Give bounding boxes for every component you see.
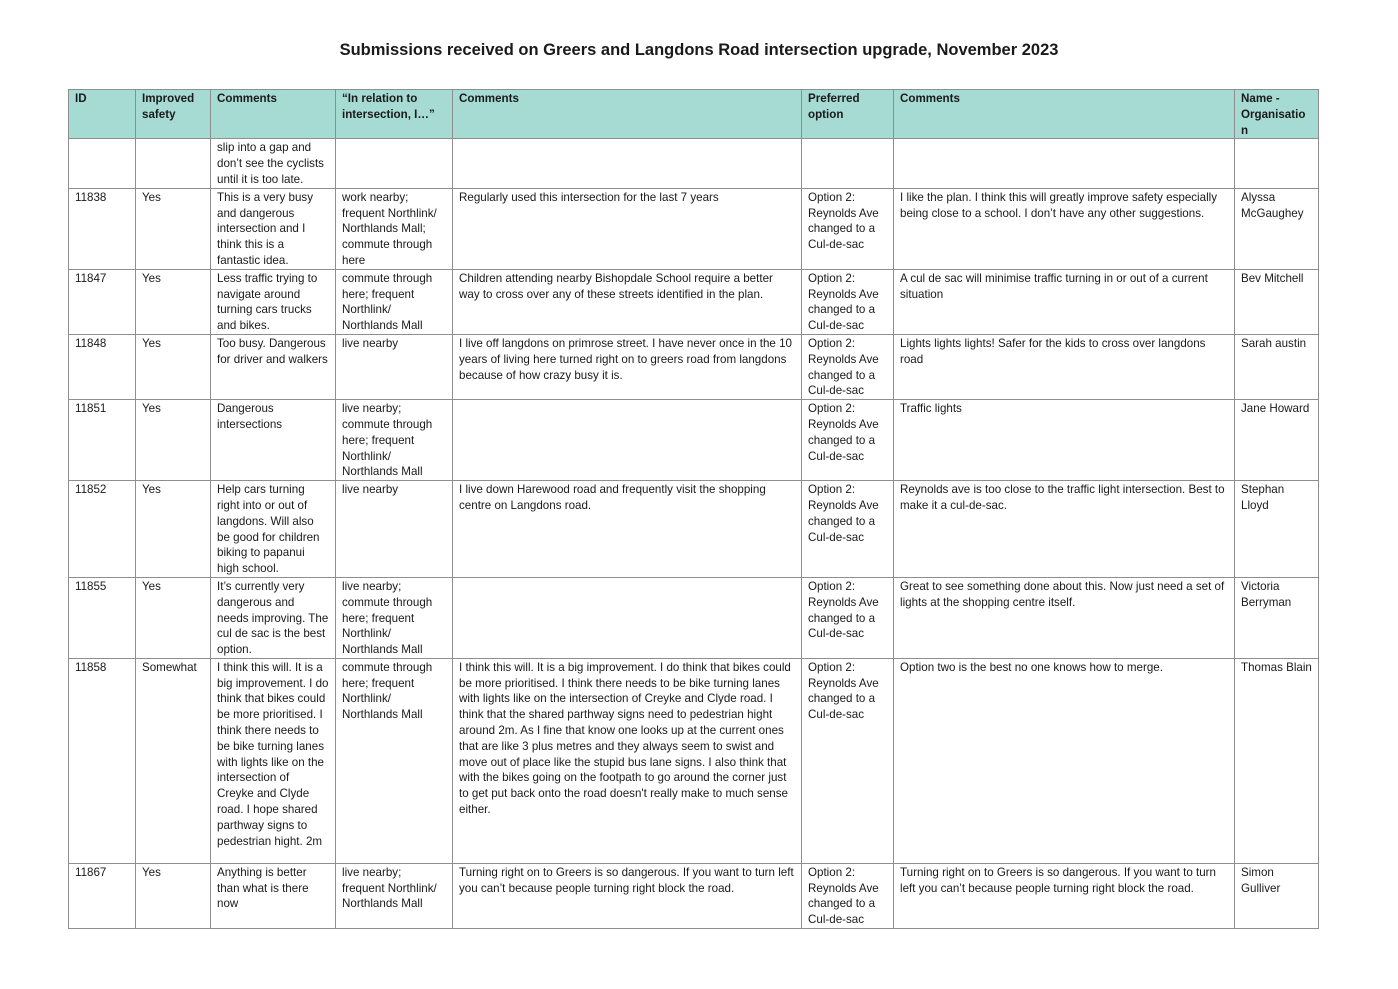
cell-id: 11867 — [69, 863, 136, 928]
column-header-comments-option: Comments — [894, 90, 1235, 139]
cell-comments-safety: I think this will. It is a big improvement. I do think that bikes could be more prioritised. I think there needs to be bike turning lanes with lights like on the intersection of Creyke and Clyde road. I hope shared parthway signs to pedestrian hight. 2m — [211, 658, 336, 863]
cell-name: Bev Mitchell — [1235, 269, 1319, 334]
column-header-comments-safety: Comments — [211, 90, 336, 139]
submissions-table — [68, 89, 1319, 929]
cell-relation — [336, 139, 453, 188]
table-row — [69, 577, 1319, 658]
cell-id: 11858 — [69, 658, 136, 863]
cell-improved-safety — [136, 139, 211, 188]
cell-name: Stephan Lloyd — [1235, 481, 1319, 578]
cell-id: 11851 — [69, 400, 136, 481]
cell-comments-option: Turning right on to Greers is so dangerous. If you want to turn left you can’t because people turning right block the road. — [894, 863, 1235, 928]
cell-preferred-option: Option 2: Reynolds Ave changed to a Cul-de-sac — [802, 188, 894, 269]
cell-comments-relation — [453, 577, 802, 658]
cell-id: 11838 — [69, 188, 136, 269]
cell-improved-safety: Yes — [136, 577, 211, 658]
cell-improved-safety: Yes — [136, 334, 211, 399]
table-row — [69, 139, 1319, 188]
cell-preferred-option: Option 2: Reynolds Ave changed to a Cul-de-sac — [802, 334, 894, 399]
cell-improved-safety: Yes — [136, 269, 211, 334]
cell-name: Sarah austin — [1235, 334, 1319, 399]
cell-comments-option: I like the plan. I think this will greatly improve safety especially being close to a school. I don’t have any other suggestions. — [894, 188, 1235, 269]
cell-comments-option: Traffic lights — [894, 400, 1235, 481]
cell-preferred-option: Option 2: Reynolds Ave changed to a Cul-de-sac — [802, 269, 894, 334]
cell-relation: live nearby; commute through here; frequent Northlink/ Northlands Mall — [336, 577, 453, 658]
cell-improved-safety: Yes — [136, 481, 211, 578]
cell-improved-safety: Yes — [136, 188, 211, 269]
column-header-improved-safety: Improved safety — [136, 90, 211, 139]
table-row — [69, 269, 1319, 334]
cell-preferred-option — [802, 139, 894, 188]
cell-comments-relation: I live off langdons on primrose street. I have never once in the 10 years of living here turned right on to greers road from langdons because of how crazy busy it is. — [453, 334, 802, 399]
cell-relation: live nearby — [336, 481, 453, 578]
cell-comments-safety: It’s currently very dangerous and needs improving. The cul de sac is the best option. — [211, 577, 336, 658]
cell-comments-option: Reynolds ave is too close to the traffic light intersection. Best to make it a cul-de-sac. — [894, 481, 1235, 578]
cell-comments-relation — [453, 400, 802, 481]
cell-relation: live nearby; commute through here; frequent Northlink/ Northlands Mall — [336, 400, 453, 481]
cell-comments-safety: Too busy. Dangerous for driver and walkers — [211, 334, 336, 399]
cell-comments-relation: I think this will. It is a big improvement. I do think that bikes could be more prioritised. I think there needs to be bike turning lanes with lights like on the intersection of Creyke and Clyde road. I think that the shared parthway signs need to pedestrian hight around 2m. As I fine that know one looks up at the current ones that are like 3 plus metres and they always seem to swist and move out of place like the stupid bus lane signs. I also think that with the bikes going on the footpath to go around the corner just to get put back onto the road doesn't really make to much sense either. — [453, 658, 802, 863]
table-row — [69, 188, 1319, 269]
column-header-id: ID — [69, 90, 136, 139]
table-row — [69, 658, 1319, 863]
cell-id: 11848 — [69, 334, 136, 399]
table-row — [69, 400, 1319, 481]
cell-comments-relation: Turning right on to Greers is so dangerous. If you want to turn left you can’t because people turning right block the road. — [453, 863, 802, 928]
cell-comments-option: Option two is the best no one knows how to merge. — [894, 658, 1235, 863]
cell-comments-relation: I live down Harewood road and frequently visit the shopping centre on Langdons road. — [453, 481, 802, 578]
cell-name: Thomas Blain — [1235, 658, 1319, 863]
cell-id: 11852 — [69, 481, 136, 578]
cell-relation: commute through here; frequent Northlink/ Northlands Mall — [336, 658, 453, 863]
column-header-name: Name - Organisation — [1235, 90, 1319, 139]
cell-preferred-option: Option 2: Reynolds Ave changed to a Cul-de-sac — [802, 577, 894, 658]
header-row — [69, 90, 1319, 139]
cell-improved-safety: Somewhat — [136, 658, 211, 863]
cell-relation: work nearby; frequent Northlink/ Northlands Mall; commute through here — [336, 188, 453, 269]
page-title: Submissions received on Greers and Langdons Road intersection upgrade, November 2023 — [339, 41, 1059, 59]
cell-id — [69, 139, 136, 188]
cell-name: Jane Howard — [1235, 400, 1319, 481]
cell-relation: live nearby — [336, 334, 453, 399]
table-row — [69, 481, 1319, 578]
cell-comments-safety: Anything is better than what is there now — [211, 863, 336, 928]
cell-id: 11855 — [69, 577, 136, 658]
cell-name: Alyssa McGaughey — [1235, 188, 1319, 269]
cell-comments-option: Lights lights lights! Safer for the kids to cross over langdons road — [894, 334, 1235, 399]
cell-comments-relation — [453, 139, 802, 188]
cell-comments-option: A cul de sac will minimise traffic turning in or out of a current situation — [894, 269, 1235, 334]
cell-comments-relation: Regularly used this intersection for the last 7 years — [453, 188, 802, 269]
cell-comments-relation: Children attending nearby Bishopdale School require a better way to cross over any of these streets identified in the plan. — [453, 269, 802, 334]
cell-comments-safety: Less traffic trying to navigate around turning cars trucks and bikes. — [211, 269, 336, 334]
cell-relation: live nearby; frequent Northlink/ Northlands Mall — [336, 863, 453, 928]
column-header-comments-relation: Comments — [453, 90, 802, 139]
cell-preferred-option: Option 2: Reynolds Ave changed to a Cul-de-sac — [802, 481, 894, 578]
cell-improved-safety: Yes — [136, 863, 211, 928]
table-row — [69, 863, 1319, 928]
cell-comments-safety: slip into a gap and don’t see the cyclists until it is too late. — [211, 139, 336, 188]
cell-relation: commute through here; frequent Northlink/ Northlands Mall — [336, 269, 453, 334]
cell-preferred-option: Option 2: Reynolds Ave changed to a Cul-de-sac — [802, 400, 894, 481]
cell-comments-safety: Dangerous intersections — [211, 400, 336, 481]
cell-preferred-option: Option 2: Reynolds Ave changed to a Cul-de-sac — [802, 863, 894, 928]
cell-comments-option — [894, 139, 1235, 188]
cell-name: Victoria Berryman — [1235, 577, 1319, 658]
table-row — [69, 334, 1319, 399]
cell-comments-safety: This is a very busy and dangerous intersection and I think this is a fantastic idea. — [211, 188, 336, 269]
column-header-relation: “In relation to intersection, I…” — [336, 90, 453, 139]
cell-name: Simon Gulliver — [1235, 863, 1319, 928]
cell-id: 11847 — [69, 269, 136, 334]
cell-improved-safety: Yes — [136, 400, 211, 481]
cell-preferred-option: Option 2: Reynolds Ave changed to a Cul-de-sac — [802, 658, 894, 863]
column-header-preferred-option: Preferred option — [802, 90, 894, 139]
cell-comments-safety: Help cars turning right into or out of langdons. Will also be good for children biking to papanui high school. — [211, 481, 336, 578]
cell-name — [1235, 139, 1319, 188]
cell-comments-option: Great to see something done about this. Now just need a set of lights at the shopping centre itself. — [894, 577, 1235, 658]
